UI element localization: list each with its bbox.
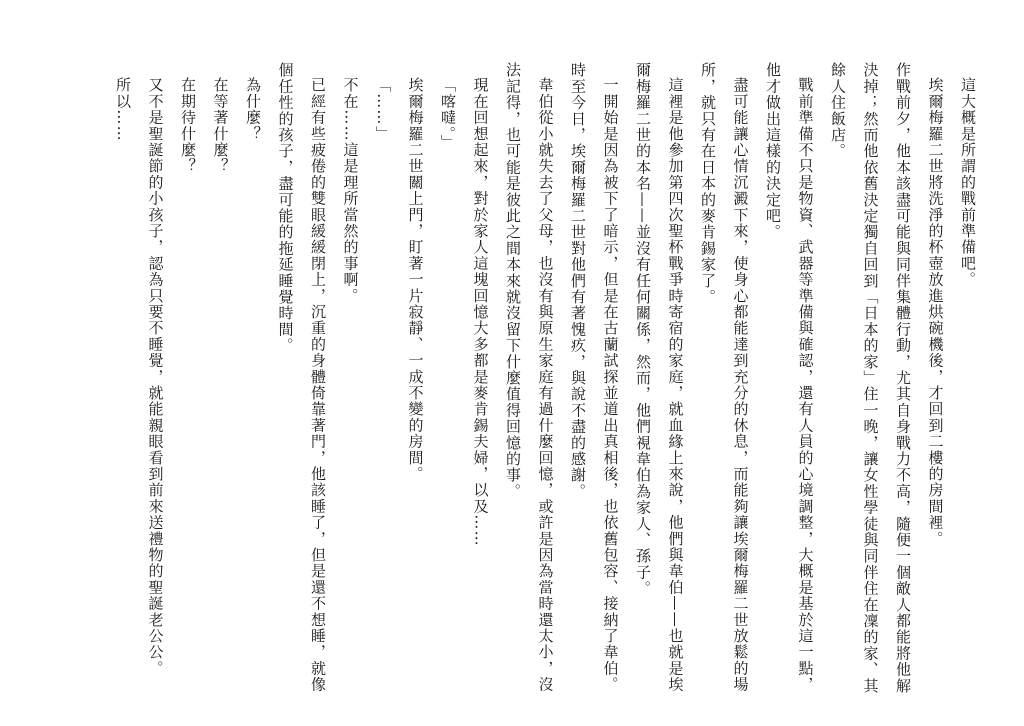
paragraph-8: 時至今日，埃爾梅羅二世對他們有著愧疚，與說不盡的感謝。 — [569, 62, 587, 500]
paragraph-20: 所以…… — [114, 77, 132, 142]
paragraph-18: 在期待什麼？ — [179, 77, 197, 175]
paragraph-17: 在等著什麼？ — [211, 77, 230, 175]
paragraph-5: 盡可能讓心情沉澱下來，使身心都能達到充分的休息，而能夠讓埃爾梅羅二世放鬆的場所，就只有在日本的麥肯錫家了。 — [699, 62, 750, 693]
paragraph-3: 作戰前夕，他本該盡可能與同伴集體行動，尤其自身戰力不高，隨便一個敵人都能將他解決掉；然而他依舊決定獨自回到「日本的家」住一晚，讓女性學徒與同伴住在凜的家、其餘人住飯店。 — [829, 62, 912, 694]
paragraph-19: 又不是聖誕節的小孩子，認為只要不睡覺，就能親眼看到前來送禮物的聖誕老公公。 — [146, 77, 165, 677]
paragraph-13: 「……」 — [374, 77, 392, 142]
paragraph-14: 不在……這是理所當然的事啊。 — [341, 77, 360, 304]
paragraph-4: 戰前準備不只是物資、武器等準備與確認，還有人員的心境調整，大概是基於這一點，他才做出這樣的決定吧。 — [764, 62, 815, 693]
paragraph-2: 埃爾梅羅二世將洗淨的杯壺放進烘碗機後，才回到二樓的房間裡。 — [926, 77, 945, 547]
paragraph-15: 已經有些疲倦的雙眼緩緩閉上，沉重的身體倚靠著門，他該睡了，但是還不想睡，就像個任性的孩子，盡可能的拖延睡覺時間。 — [276, 62, 327, 693]
paragraph-16: 為什麼？ — [244, 77, 262, 142]
vertical-text-body — [107, 62, 985, 702]
paragraph-7: 一開始是因為被下了暗示，但是在古蘭試探並道出真相後，也依舊包容、接納了韋伯。 — [601, 77, 620, 693]
paragraph-9: 韋伯從小就失去了父母，也沒有與原生家庭有過什麼回憶，或許是因為當時還太小，沒法記得，也可能是彼此之間本來就沒留下什麼值得回憶的事。 — [504, 62, 555, 693]
paragraph-11: 「喀噠。」 — [439, 77, 457, 151]
paragraph-10: 現在回想起來，對於家人這塊回憶大多都是麥肯錫夫婦，以及…… — [471, 77, 490, 547]
paragraph-1: 這大概是所謂的戰前準備吧。 — [959, 77, 977, 288]
paragraph-6: 這裡是他參加第四次聖杯戰爭時寄宿的家庭，就血緣上來說，他們與韋伯——也就是埃爾梅羅二世的本名——並沒有任何關係，然而，他們視韋伯為家人、孫子。 — [634, 62, 685, 693]
paragraph-12: 埃爾梅羅二世關上門，盯著一片寂靜、一成不變的房間。 — [406, 77, 425, 482]
